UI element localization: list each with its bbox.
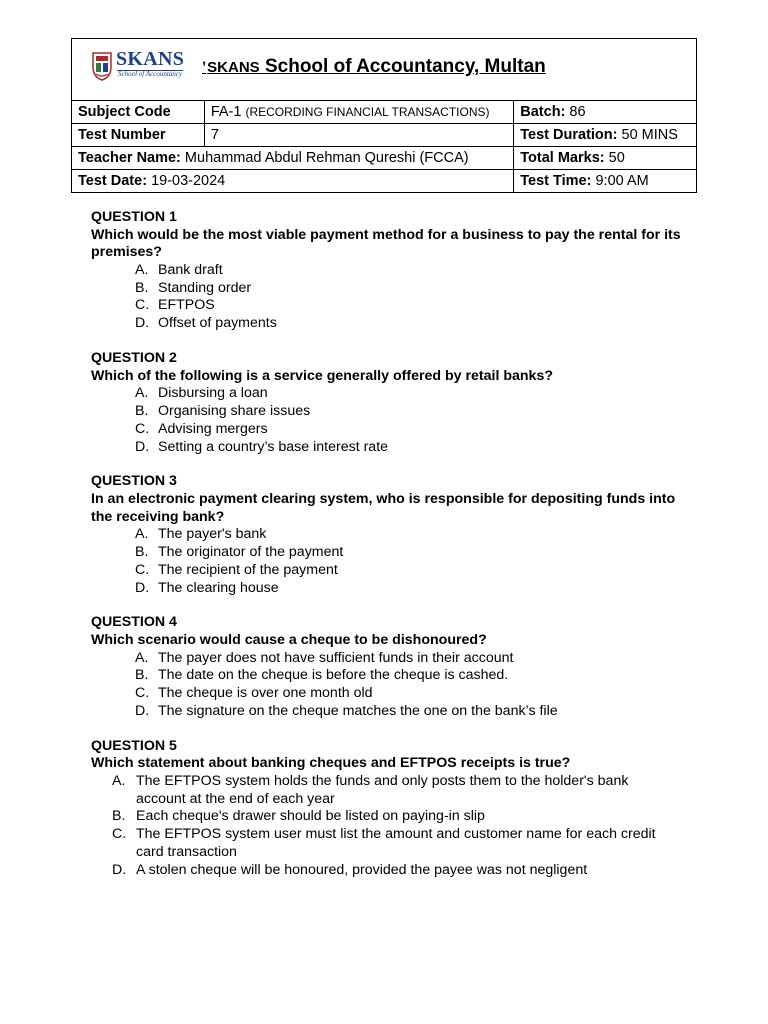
question-4 bbox=[91, 614, 681, 720]
option-d bbox=[91, 315, 681, 333]
test-date-cell bbox=[72, 170, 514, 193]
batch-label: Batch: bbox=[520, 103, 566, 120]
question-text: Which of the following is a service generally offered by retail banks? bbox=[91, 367, 553, 384]
option-b bbox=[91, 280, 681, 298]
test-date-label: Test Date: bbox=[78, 172, 148, 189]
question-number: QUESTION 5 bbox=[91, 737, 177, 754]
crest-icon bbox=[91, 51, 113, 81]
option-text: Advising mergers bbox=[158, 420, 268, 437]
total-marks-label: Total Marks: bbox=[520, 149, 605, 166]
option-text: The payer's bank bbox=[158, 526, 267, 543]
option-c bbox=[91, 562, 681, 580]
option-letter: A. bbox=[135, 649, 149, 666]
option-text: The EFTPOS system holds the funds and only posts them to the holder's bank account at the end of each year bbox=[136, 772, 629, 807]
option-letter: D. bbox=[135, 579, 150, 596]
option-text: The EFTPOS system user must list the amount and customer name for each credit card transaction bbox=[136, 826, 656, 861]
option-b bbox=[91, 667, 681, 685]
option-d bbox=[91, 439, 681, 457]
total-marks-cell bbox=[514, 147, 697, 170]
option-letter: B. bbox=[135, 402, 149, 419]
logo-subtitle: School of Accountancy bbox=[118, 70, 183, 78]
option-text: Offset of payments bbox=[158, 315, 277, 332]
question-text: Which scenario would cause a cheque to be dishonoured? bbox=[91, 631, 487, 648]
option-letter: D. bbox=[135, 438, 150, 455]
teacher-label: Teacher Name: bbox=[78, 149, 181, 166]
question-text: Which statement about banking cheques and EFTPOS receipts is true? bbox=[91, 755, 571, 772]
test-number-value: 7 bbox=[204, 124, 513, 147]
option-b bbox=[91, 403, 681, 421]
option-text: Setting a country’s base interest rate bbox=[158, 438, 389, 455]
option-letter: D. bbox=[112, 861, 127, 878]
title-cell bbox=[72, 39, 697, 101]
options-list bbox=[91, 526, 681, 597]
question-1 bbox=[91, 209, 681, 333]
teacher-value: Muhammad Abdul Rehman Qureshi (FCCA) bbox=[184, 149, 469, 166]
page-title: ʼSKANS School of Accountancy, Multan bbox=[202, 56, 546, 77]
question-number: QUESTION 4 bbox=[91, 614, 177, 631]
batch-value: 86 bbox=[569, 103, 586, 120]
option-text: The signature on the cheque matches the one on the bank’s file bbox=[158, 702, 558, 719]
total-marks-value: 50 bbox=[608, 149, 625, 166]
teacher-cell bbox=[72, 147, 514, 170]
option-text: A stolen cheque will be honoured, provided the payee was not negligent bbox=[136, 861, 588, 878]
question-number: QUESTION 2 bbox=[91, 349, 177, 366]
option-text: The clearing house bbox=[158, 579, 279, 596]
test-time-value: 9:00 AM bbox=[595, 172, 649, 189]
option-text: Bank draft bbox=[158, 261, 223, 278]
option-c bbox=[91, 421, 681, 439]
option-letter: A. bbox=[135, 526, 149, 543]
questions-list bbox=[91, 209, 681, 897]
question-number: QUESTION 1 bbox=[91, 209, 177, 225]
option-letter: B. bbox=[135, 543, 149, 560]
school-logo bbox=[91, 48, 191, 83]
option-c bbox=[91, 685, 681, 703]
batch-cell bbox=[514, 101, 697, 124]
option-letter: B. bbox=[112, 808, 126, 825]
option-letter: C. bbox=[112, 826, 127, 843]
subject-code-value: FA-1 (RECORDING FINANCIAL TRANSACTIONS) bbox=[204, 101, 513, 124]
test-header-table bbox=[71, 38, 697, 193]
options-list bbox=[91, 262, 681, 333]
options-list bbox=[91, 650, 681, 721]
option-a bbox=[91, 262, 681, 280]
test-duration-label: Test Duration: bbox=[520, 126, 618, 143]
option-letter: D. bbox=[135, 315, 150, 332]
option-letter: B. bbox=[135, 279, 149, 296]
option-letter: C. bbox=[135, 297, 150, 314]
title-rest: School of Accountancy, Multan bbox=[264, 56, 546, 77]
logo-text: SKANS bbox=[116, 48, 185, 70]
test-duration-cell bbox=[514, 124, 697, 147]
option-b bbox=[91, 808, 681, 826]
options-list bbox=[91, 385, 681, 456]
option-letter: C. bbox=[135, 685, 150, 702]
test-date-value: 19-03-2024 bbox=[151, 172, 226, 189]
option-c bbox=[91, 297, 681, 315]
option-letter: C. bbox=[135, 561, 150, 578]
option-letter: B. bbox=[135, 667, 149, 684]
question-number: QUESTION 3 bbox=[91, 473, 177, 490]
question-2 bbox=[91, 350, 681, 456]
option-text: Standing order bbox=[158, 279, 252, 296]
option-letter: C. bbox=[135, 420, 150, 437]
option-c bbox=[91, 826, 681, 862]
test-number-label: Test Number bbox=[72, 124, 205, 147]
option-letter: A. bbox=[135, 385, 149, 402]
subject-code-label: Subject Code bbox=[72, 101, 205, 124]
test-time-cell bbox=[514, 170, 697, 193]
option-d bbox=[91, 862, 681, 880]
question-3 bbox=[91, 473, 681, 597]
options-list bbox=[91, 773, 681, 880]
question-text: Which would be the most viable payment method for a business to pay the rental for its premises? bbox=[91, 226, 681, 261]
option-a bbox=[91, 526, 681, 544]
option-b bbox=[91, 544, 681, 562]
option-text: Organising share issues bbox=[158, 402, 311, 419]
title-brand: SKANS bbox=[207, 59, 260, 76]
option-a bbox=[91, 650, 681, 668]
test-time-label: Test Time: bbox=[520, 172, 592, 189]
option-letter: D. bbox=[135, 702, 150, 719]
option-text: The cheque is over one month old bbox=[158, 685, 373, 702]
option-text: The originator of the payment bbox=[158, 543, 344, 560]
option-text: Disbursing a loan bbox=[158, 385, 268, 402]
option-a bbox=[91, 773, 681, 809]
question-5 bbox=[91, 738, 681, 880]
option-text: The recipient of the payment bbox=[158, 561, 338, 578]
question-text: In an electronic payment clearing system, who is responsible for depositing funds into the receiving bank? bbox=[91, 490, 676, 525]
option-letter: A. bbox=[112, 772, 126, 789]
option-d bbox=[91, 703, 681, 721]
option-letter: A. bbox=[135, 261, 149, 278]
option-text: The date on the cheque is before the cheque is cashed. bbox=[158, 667, 509, 684]
option-text: The payer does not have sufficient funds in their account bbox=[158, 649, 514, 666]
subject-code-desc: (RECORDING FINANCIAL TRANSACTIONS) bbox=[245, 104, 490, 119]
test-duration-value: 50 MINS bbox=[621, 126, 678, 143]
option-text: Each cheque's drawer should be listed on paying-in slip bbox=[136, 808, 485, 825]
option-a bbox=[91, 385, 681, 403]
option-d bbox=[91, 580, 681, 598]
option-text: EFTPOS bbox=[158, 297, 215, 314]
